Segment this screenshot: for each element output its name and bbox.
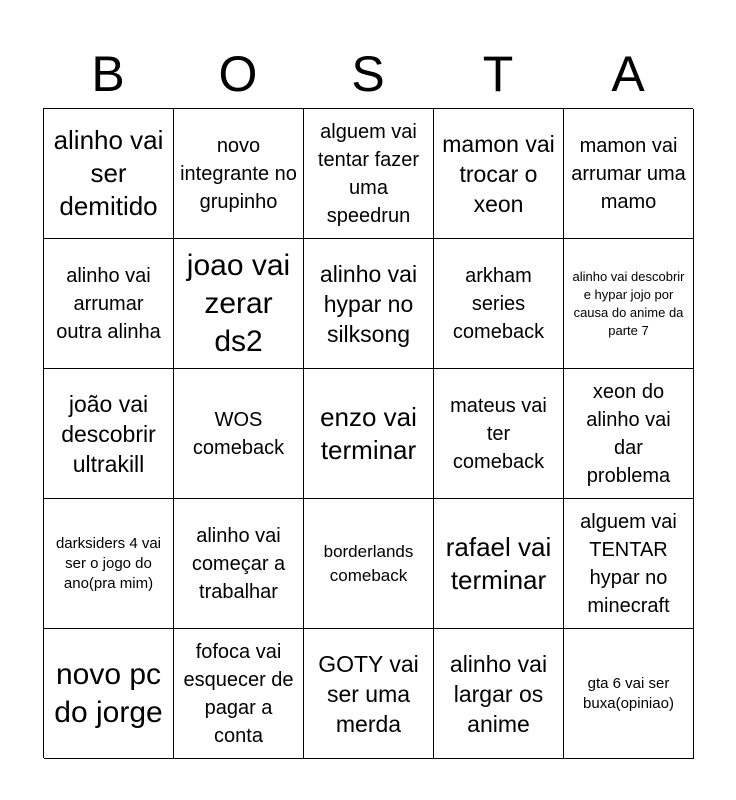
cell-text: mamon vai trocar o xeon xyxy=(442,130,555,217)
cell-text: rafael vai terminar xyxy=(445,531,552,595)
cell-text: alinho vai largar os anime xyxy=(449,650,548,737)
cell-text: xeon do alinho vai dar problema xyxy=(586,380,671,487)
bingo-cell[interactable] xyxy=(44,629,174,759)
cell-text: arkham series comeback xyxy=(452,264,545,343)
bingo-cell[interactable] xyxy=(564,369,694,499)
bingo-cell[interactable] xyxy=(174,109,304,239)
cell-text: alinho vai ser demitido xyxy=(53,125,164,221)
cell-text: alinho vai descobrir e hypar jojo por causa do anime da parte 7 xyxy=(572,268,685,338)
bingo-cell[interactable] xyxy=(434,629,564,759)
cell-text: fofoca vai esquecer de pagar a conta xyxy=(183,640,294,747)
bingo-cell[interactable] xyxy=(174,369,304,499)
bingo-cell[interactable] xyxy=(44,499,174,629)
bingo-cell[interactable] xyxy=(174,239,304,369)
bingo-cell[interactable] xyxy=(44,239,174,369)
bingo-cell[interactable] xyxy=(434,239,564,369)
cell-text: novo integrante no grupinho xyxy=(180,134,297,213)
bingo-cell[interactable] xyxy=(304,239,434,369)
cell-text: WOS comeback xyxy=(192,408,285,459)
title-letter-b: B xyxy=(91,46,125,102)
cell-text: alguem vai TENTAR hypar no minecraft xyxy=(580,510,677,617)
bingo-cell[interactable] xyxy=(564,109,694,239)
title-letter-t: T xyxy=(482,46,514,102)
bingo-cell[interactable] xyxy=(304,629,434,759)
cell-text: enzo vai terminar xyxy=(320,401,417,465)
title-letter-s: S xyxy=(351,46,385,102)
bingo-cell[interactable] xyxy=(304,499,434,629)
title-letter-a: A xyxy=(611,46,645,102)
bingo-cell[interactable] xyxy=(304,109,434,239)
cell-text: alinho vai começar a trabalhar xyxy=(191,524,286,603)
bingo-title xyxy=(43,40,693,108)
bingo-cell[interactable] xyxy=(174,499,304,629)
cell-text: alinho vai hypar no silksong xyxy=(319,260,418,347)
bingo-cell[interactable] xyxy=(44,369,174,499)
bingo-cell[interactable] xyxy=(44,109,174,239)
cell-text: GOTY vai ser uma merda xyxy=(318,650,419,737)
bingo-cell[interactable] xyxy=(434,499,564,629)
bingo-cell[interactable] xyxy=(434,369,564,499)
cell-text: darksiders 4 vai ser o jogo do ano(pra mim) xyxy=(55,534,162,592)
cell-text: borderlands comeback xyxy=(323,541,414,585)
bingo-cell[interactable] xyxy=(564,239,694,369)
bingo-cell[interactable] xyxy=(304,369,434,499)
title-letter-o: O xyxy=(218,46,258,102)
bingo-cell[interactable] xyxy=(174,629,304,759)
cell-text: joão vai descobrir ultrakill xyxy=(61,390,156,477)
cell-text: alinho vai arrumar outra alinha xyxy=(56,264,161,343)
cell-text: mateus vai ter comeback xyxy=(450,394,547,473)
cell-text: joao vai zerar ds2 xyxy=(186,248,291,358)
bingo-grid xyxy=(43,108,693,758)
bingo-cell[interactable] xyxy=(434,109,564,239)
cell-text: gta 6 vai ser buxa(opiniao) xyxy=(583,674,674,712)
bingo-cell[interactable] xyxy=(564,629,694,759)
cell-text: novo pc do jorge xyxy=(54,657,163,729)
cell-text: alguem vai tentar fazer uma speedrun xyxy=(317,120,420,227)
cell-text: mamon vai arrumar uma mamo xyxy=(571,134,686,213)
bingo-cell[interactable] xyxy=(564,499,694,629)
